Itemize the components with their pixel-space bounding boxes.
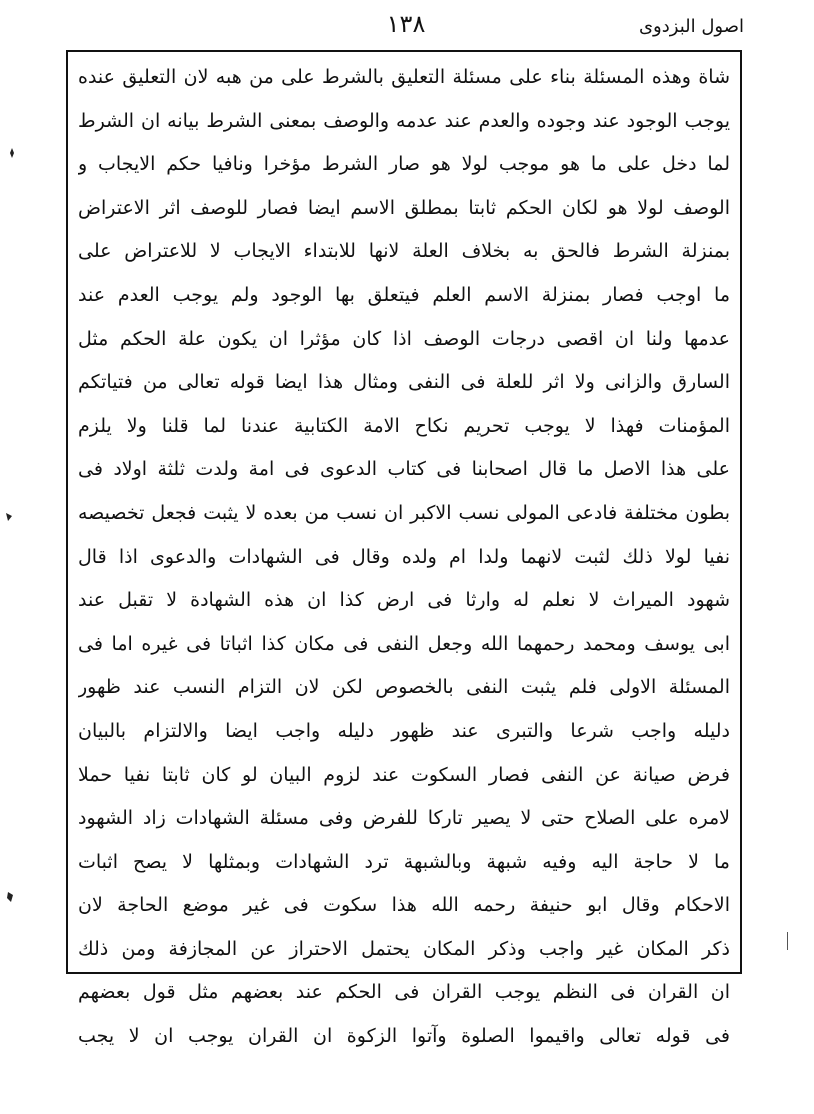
text-body	[78, 56, 730, 1059]
text-line: المؤمنات فهذا لا يوجب تحريم نكاح الامة الكتابية عندنا لما قلنا ولا يلزم	[78, 414, 730, 437]
text-line: يوجب الوجود عند وجوده والعدم عند عدمه والوصف بمعنى الشرط بيانه ان الشرط	[78, 109, 730, 132]
margin-speck-mark	[6, 892, 14, 902]
text-line: لما دخل على ما هو موجب لولا هو صار الشرط مؤخرا ونافيا حكم الايجاب و	[78, 153, 730, 176]
text-line: دليله واجب شرعا والتبرى عند ظهور دليله واجب ايضا والالتزام بالبيان	[78, 719, 730, 742]
text-line: ان القران فى النظم يوجب القران فى الحكم عند بعضهم مثل قول بعضهم	[78, 981, 730, 1004]
text-line: لامره على الصلاح حتى لا يصير تاركا للفرض وفى مسئلة الشهادات زاد الشهود	[78, 807, 730, 830]
text-line: شهود الميراث لا نعلم له وارثا فى ارض كذا ان هذه الشهادة لا تقبل عند	[78, 589, 730, 612]
text-line: ذكر المكان غير واجب وذكر المكان يحتمل الاحتراز عن المجازفة ومن ذلك	[78, 937, 730, 960]
text-line: الاحكام وقال ابو حنيفة رحمه الله هذا سكوت فى غير موضع الحاجة لان	[78, 894, 730, 917]
text-line: فرض صيانة عن النفى فصار السكوت عند لزوم البيان لو كان ثابتا نفيا حملا	[78, 763, 730, 786]
text-frame	[66, 50, 742, 1048]
text-line: الوصف لولا هو لكان الحكم ثابتا بمطلق الاسم ايضا فصار للوصف اثر الاعتراض	[78, 196, 730, 219]
text-line: فى قوله تعالى واقيموا الصلوة وآتوا الزكوة ان القران يوجب ان لا يجب	[78, 1025, 730, 1048]
book-title: اصول البزدوی	[638, 16, 744, 37]
margin-speck-mark	[786, 932, 789, 950]
text-line: ما اوجب فصار بمنزلة الاسم العلم فيتعلق بها الوجود ولم يوجب العدم عند	[78, 283, 730, 306]
text-line: السارق والزانى ولا اثر للعلة فى النفى ومثال هذا ايضا قوله تعالى من فتياتكم	[78, 371, 730, 394]
text-line: عدمها ولنا ان اقصى درجات الوصف اذا كان مؤثرا ان يكون علة الحكم مثل	[78, 327, 730, 350]
text-line: شاة وهذه المسئلة بناء على مسئلة التعليق بالشرط على من هبه لان التعليق عنده	[78, 66, 730, 88]
margin-speck-mark	[5, 512, 13, 522]
text-line: بطون مختلفة فادعى المولى نسب الاكبر ان نسب من بعده لا يثبت فجعل تخصيصه	[78, 501, 730, 524]
text-line: ابى يوسف ومحمد رحمهما الله وجعل النفى فى مكان كذا اثباتا فى غيره اما فى	[78, 632, 730, 655]
text-line: على هذا الاصل ما قال اصحابنا فى كتاب الدعوى فى امة ولدت ثلثة اولاد فى	[78, 458, 730, 481]
text-line: المسئلة الاولى فلم يثبت النفى بالخصوص لكن لان التزام النسب عند ظهور	[78, 676, 730, 699]
text-line: بمنزلة الشرط فالحق به بخلاف العلة لانها للابتداء الايجاب لا للاعتراض على	[78, 240, 730, 263]
margin-speck-mark	[8, 148, 16, 158]
page-number: ۱۳۸	[386, 10, 426, 38]
text-line: نفيا لولا ذلك لثبت لانهما ولدا ام ولده وقال فى الشهادات والدعوى اذا قال	[78, 545, 730, 568]
text-line: ما لا حاجة اليه وفيه شبهة وبالشبهة ترد الشهادات وبمثلها لا يصح اثبات	[78, 850, 730, 873]
page-header	[66, 8, 746, 48]
